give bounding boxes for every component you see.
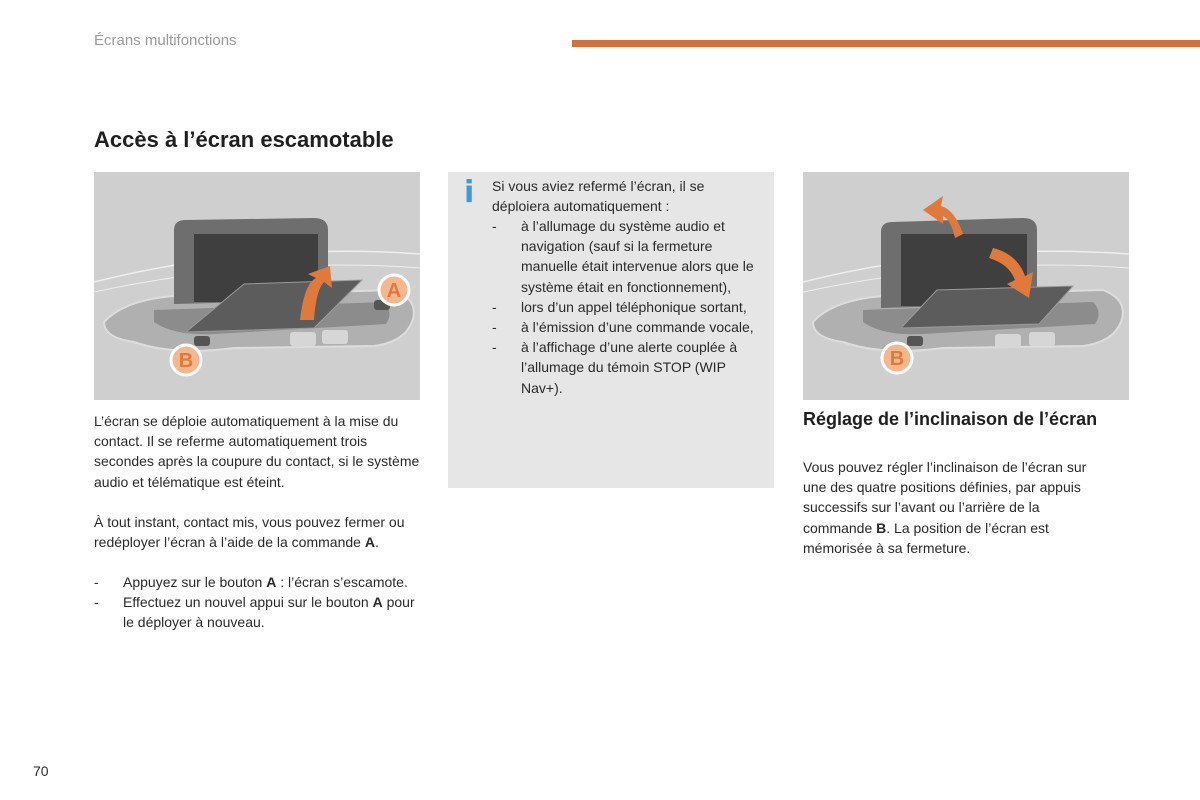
- tilt-paragraph: Vous pouvez régler l’inclinaison de l’écran sur une des quatre positions définies, par appuis successifs sur l’avant ou l’arrière de la commande B. La position de l’écran est mémorisée à sa fermeture.: [803, 459, 1087, 556]
- header-accent-bar: [572, 40, 1200, 47]
- retractable-screen-illustration: [94, 172, 420, 400]
- list-item: - à l’affichage d’une alerte couplée à l’allumage du témoin STOP (WIP Nav+).: [492, 339, 738, 396]
- info-icon: i: [464, 175, 475, 210]
- control-b-label: B: [889, 348, 905, 370]
- section-title: Écrans multifonctions: [94, 32, 237, 49]
- page-number: 70: [33, 763, 49, 779]
- button-steps-list: [94, 572, 424, 633]
- control-b-label: B: [178, 350, 194, 372]
- screen-tilt-illustration: [803, 172, 1129, 400]
- auto-deploy-paragraph: L’écran se déploie automatiquement à la mise du contact. Il se referme automatiquement trois secondes après la coupure du contact, si le système audio et télématique est éteint.: [94, 413, 420, 490]
- control-a-label: A: [386, 280, 402, 302]
- list-item: - lors d’un appel téléphonique sortant,: [492, 298, 747, 315]
- list-item: - à l’émission d’une commande vocale,: [492, 319, 754, 336]
- list-item: - Appuyez sur le bouton A : l’écran s’escamote.: [94, 574, 408, 590]
- auto-deploy-conditions-list: [492, 216, 764, 398]
- list-item: - à l’allumage du système audio et navigation (sauf si la fermeture manuelle était intervenue alors que le système était en fonctionnement),: [492, 218, 754, 295]
- tilt-subheading: Réglage de l’inclinaison de l’écran: [803, 409, 1098, 429]
- info-intro: Si vous aviez refermé l’écran, il se déploiera automatiquement :: [492, 178, 705, 215]
- list-item: - Effectuez un nouvel appui sur le bouton A pour le déployer à nouveau.: [94, 594, 415, 631]
- main-heading: Accès à l’écran escamotable: [94, 127, 394, 152]
- manual-control-paragraph: À tout instant, contact mis, vous pouvez fermer ou redéployer l’écran à l’aide de la commande A.: [94, 514, 405, 551]
